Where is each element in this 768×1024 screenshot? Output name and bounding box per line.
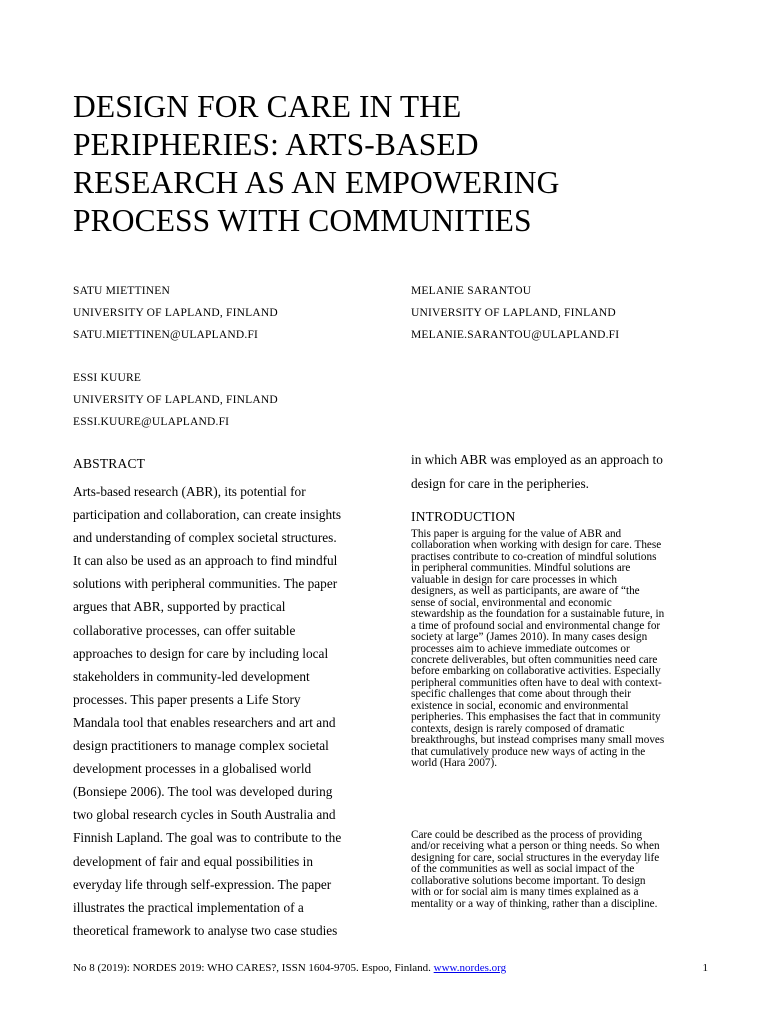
- text-line: that cumulatively produce new ways of acting in the: [411, 745, 646, 758]
- introduction-paragraph-1: [411, 529, 711, 770]
- paper-title: [73, 88, 693, 240]
- text-line: world (Hara 2007).: [411, 757, 498, 770]
- text-line: development processes in a globalised world: [73, 761, 312, 777]
- text-line: breakthroughs, but instead comprises many small moves: [411, 734, 665, 747]
- text-line: peripheral communities often have to deal with context-: [411, 676, 662, 689]
- text-line: peripheries. This emphasises the fact that in community: [411, 711, 661, 724]
- text-line: participation and collaboration, can create insights: [73, 507, 342, 523]
- footer-text: No 8 (2019): NORDES 2019: WHO CARES?, ISSN 1604-9705. Espoo, Finland.: [73, 962, 434, 974]
- author-email: MELANIE.SARANTOU@ULAPLAND.FI: [411, 328, 620, 341]
- text-line: design for care in the peripheries.: [411, 476, 589, 491]
- text-line: collaborative processes, can offer suitable: [73, 622, 296, 638]
- text-line: practises contribute to co-creation of mindful solutions: [411, 550, 657, 563]
- text-line: design practitioners to manage complex societal: [73, 738, 329, 754]
- text-line: stakeholders in community-led development: [73, 668, 310, 684]
- text-line: sense of social, environmental and economic: [411, 596, 612, 609]
- introduction-paragraph-2: [411, 830, 711, 910]
- text-line: a time of profound social and environmental change for: [411, 619, 661, 632]
- text-line: of the communities as well as social impact of the: [411, 863, 635, 876]
- author-affiliation: UNIVERSITY OF LAPLAND, FINLAND: [411, 306, 616, 319]
- text-line: solutions with peripheral communities. The paper: [73, 576, 338, 592]
- author-email: SATU.MIETTINEN@ULAPLAND.FI: [73, 328, 259, 341]
- author-block-kuure: [73, 368, 278, 433]
- text-line: development of fair and equal possibilities in: [73, 853, 314, 869]
- text-line: It can also be used as an approach to find mindful: [73, 553, 338, 569]
- author-name: ESSI KUURE: [73, 372, 142, 384]
- text-line: with or for social aim is many times explained as a: [411, 886, 639, 899]
- text-line: before embarking on collaborative activities. Especially: [411, 665, 661, 678]
- text-line: everyday life through self-expression. The paper: [73, 876, 332, 892]
- text-line: collaboration when working with design for care. These: [411, 539, 662, 552]
- text-line: approaches to design for care by including local: [73, 645, 329, 661]
- text-line: in which ABR was employed as an approach to: [411, 452, 663, 467]
- text-line: illustrates the practical implementation of a: [73, 899, 304, 915]
- text-line: Arts-based research (ABR), its potential for: [73, 484, 306, 499]
- author-affiliation: UNIVERSITY OF LAPLAND, FINLAND: [73, 393, 278, 406]
- title-line: PERIPHERIES: ARTS-BASED: [73, 127, 479, 162]
- text-line: argues that ABR, supported by practical: [73, 599, 286, 615]
- text-line: specific challenges that come about through their: [411, 688, 631, 701]
- text-line: theoretical framework to analyse two case studies: [73, 922, 338, 938]
- abstract-body: [73, 480, 373, 942]
- author-email: ESSI.KUURE@ULAPLAND.FI: [73, 415, 230, 428]
- abstract-heading: ABSTRACT: [73, 456, 146, 471]
- text-line: in peripheral communities. Mindful solutions are: [411, 562, 631, 575]
- text-line: designing for care, social structures in the everyday life: [411, 851, 660, 864]
- text-line: processes aim to achieve immediate outcomes or: [411, 642, 630, 655]
- author-name: MELANIE SARANTOU: [411, 285, 532, 297]
- author-affiliation: UNIVERSITY OF LAPLAND, FINLAND: [73, 306, 278, 319]
- author-name: SATU MIETTINEN: [73, 285, 171, 297]
- text-line: valuable in design for care processes in which: [411, 573, 617, 586]
- author-block-miettinen: [73, 281, 278, 346]
- text-line: Care could be described as the process of providing: [411, 829, 643, 841]
- text-line: concrete deliverables, but often communities need care: [411, 653, 658, 666]
- text-line: existence in social, economic and environmental: [411, 699, 629, 712]
- text-line: mentality or a way of thinking, rather than a discipline.: [411, 897, 658, 910]
- introduction-heading: INTRODUCTION: [411, 509, 516, 524]
- author-block-sarantou: [411, 281, 619, 346]
- text-line: and understanding of complex societal structures.: [73, 530, 337, 546]
- text-line: contexts, design is rarely composed of dramatic: [411, 722, 625, 735]
- title-line: RESEARCH AS AN EMPOWERING: [73, 165, 560, 200]
- text-line: Finnish Lapland. The goal was to contribute to the: [73, 830, 342, 846]
- footer-citation: [73, 961, 506, 975]
- text-line: designers, as well as participants, are aware of “the: [411, 585, 640, 598]
- page-number: 1: [702, 962, 708, 974]
- title-line: DESIGN FOR CARE IN THE: [73, 89, 462, 124]
- abstract-continuation: [411, 448, 711, 496]
- text-line: and/or receiving what a person or thing needs. So when: [411, 840, 660, 853]
- text-line: stewardship as the foundation for a sustainable future, in: [411, 608, 665, 621]
- text-line: (Bonsiepe 2006). The tool was developed during: [73, 784, 333, 800]
- text-line: collaborative solutions become important. To design: [411, 874, 646, 887]
- text-line: society at large” (James 2010). In many cases design: [411, 631, 648, 644]
- text-line: processes. This paper presents a Life Story: [73, 691, 301, 707]
- text-line: This paper is arguing for the value of ABR and: [411, 528, 622, 540]
- title-line: PROCESS WITH COMMUNITIES: [73, 203, 532, 238]
- text-line: two global research cycles in South Australia and: [73, 807, 336, 823]
- text-line: Mandala tool that enables researchers and art and: [73, 714, 336, 730]
- nordes-link[interactable]: www.nordes.org: [433, 962, 507, 974]
